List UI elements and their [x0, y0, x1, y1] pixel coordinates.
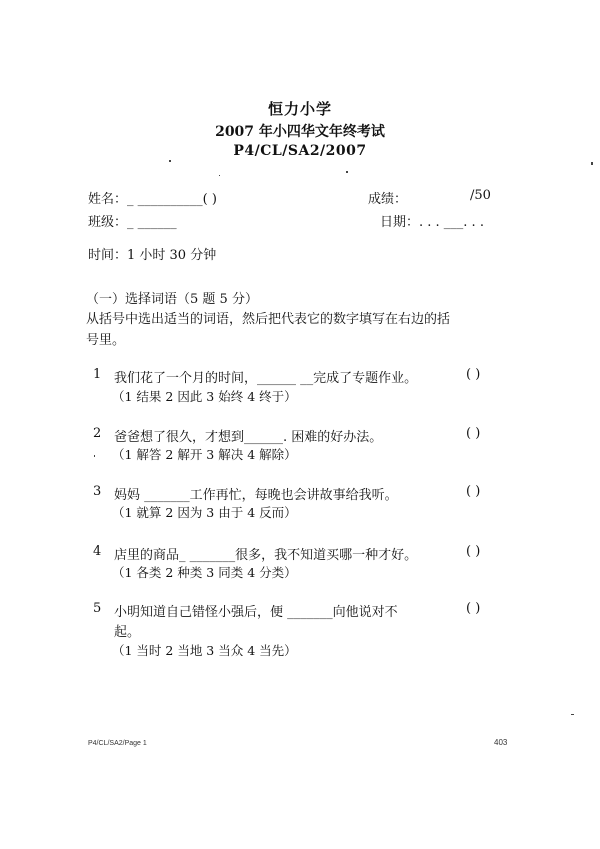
class-field: 班级：_ ______ [88, 215, 177, 230]
exam-title: 2007 年小四华文年终考试 [215, 124, 385, 140]
scan-speck [346, 171, 348, 173]
scan-speck [219, 175, 220, 176]
answer-parentheses: ( ) [466, 544, 481, 559]
page-footer: P4/CL/SA2/Page 1 [88, 740, 147, 747]
question-text: 小明知道自己错怪小强后，便 _______向他说对不 [114, 605, 398, 620]
date-field: 日期：. . . ___. . . [380, 215, 484, 230]
exam-duration: 时间：1 小时 30 分钟 [88, 248, 217, 263]
page-number: 403 [494, 738, 508, 747]
question-number: 1 [93, 367, 102, 382]
scan-speck [94, 455, 95, 457]
question-text: 我们花了一个月的时间，______ __完成了专题作业。 [114, 371, 418, 386]
exam-code: P4/CL/SA2/2007 [233, 143, 367, 159]
question-text: 爸爸想了很久，才想到______. 困难的好办法。 [114, 430, 383, 445]
question-options: （1 就算 2 因为 3 由于 4 反而） [112, 505, 297, 520]
score-value: /50 [470, 188, 491, 203]
question-number: 5 [93, 601, 102, 616]
question-number: 3 [93, 484, 102, 499]
scan-speck [591, 162, 593, 165]
question-options: （1 结果 2 因此 3 始终 4 终于） [112, 389, 297, 404]
question-number: 4 [93, 544, 102, 559]
school-name: 恒力小学 [267, 100, 332, 118]
question-options: （1 各类 2 种类 3 同类 4 分类） [112, 565, 297, 580]
question-number: 2 [93, 426, 102, 441]
section-title: （一）选择词语（5 题 5 分） [86, 292, 258, 307]
question-options: （1 当时 2 当地 3 当众 4 当先） [112, 643, 297, 658]
score-label: 成绩： [368, 192, 408, 207]
scan-speck [169, 160, 171, 162]
section-instruction: 从括号中选出适当的词语，然后把代表它的数字填写在右边的括 [86, 312, 451, 327]
answer-parentheses: ( ) [466, 484, 481, 499]
question-text: 店里的商品_ _______很多，我不知道买哪一种才好。 [114, 548, 418, 563]
answer-parentheses: ( ) [466, 426, 481, 441]
section-instruction-cont: 号里。 [86, 333, 126, 348]
question-text-cont: 起。 [114, 625, 141, 640]
name-field: 姓名：_ __________( ) [88, 192, 217, 207]
question-text: 妈妈 _______工作再忙，每晚也会讲故事给我听。 [114, 488, 398, 503]
answer-parentheses: ( ) [466, 367, 481, 382]
question-options: （1 解答 2 解开 3 解决 4 解除） [112, 447, 297, 462]
answer-parentheses: ( ) [466, 601, 481, 616]
scan-speck [571, 714, 574, 715]
